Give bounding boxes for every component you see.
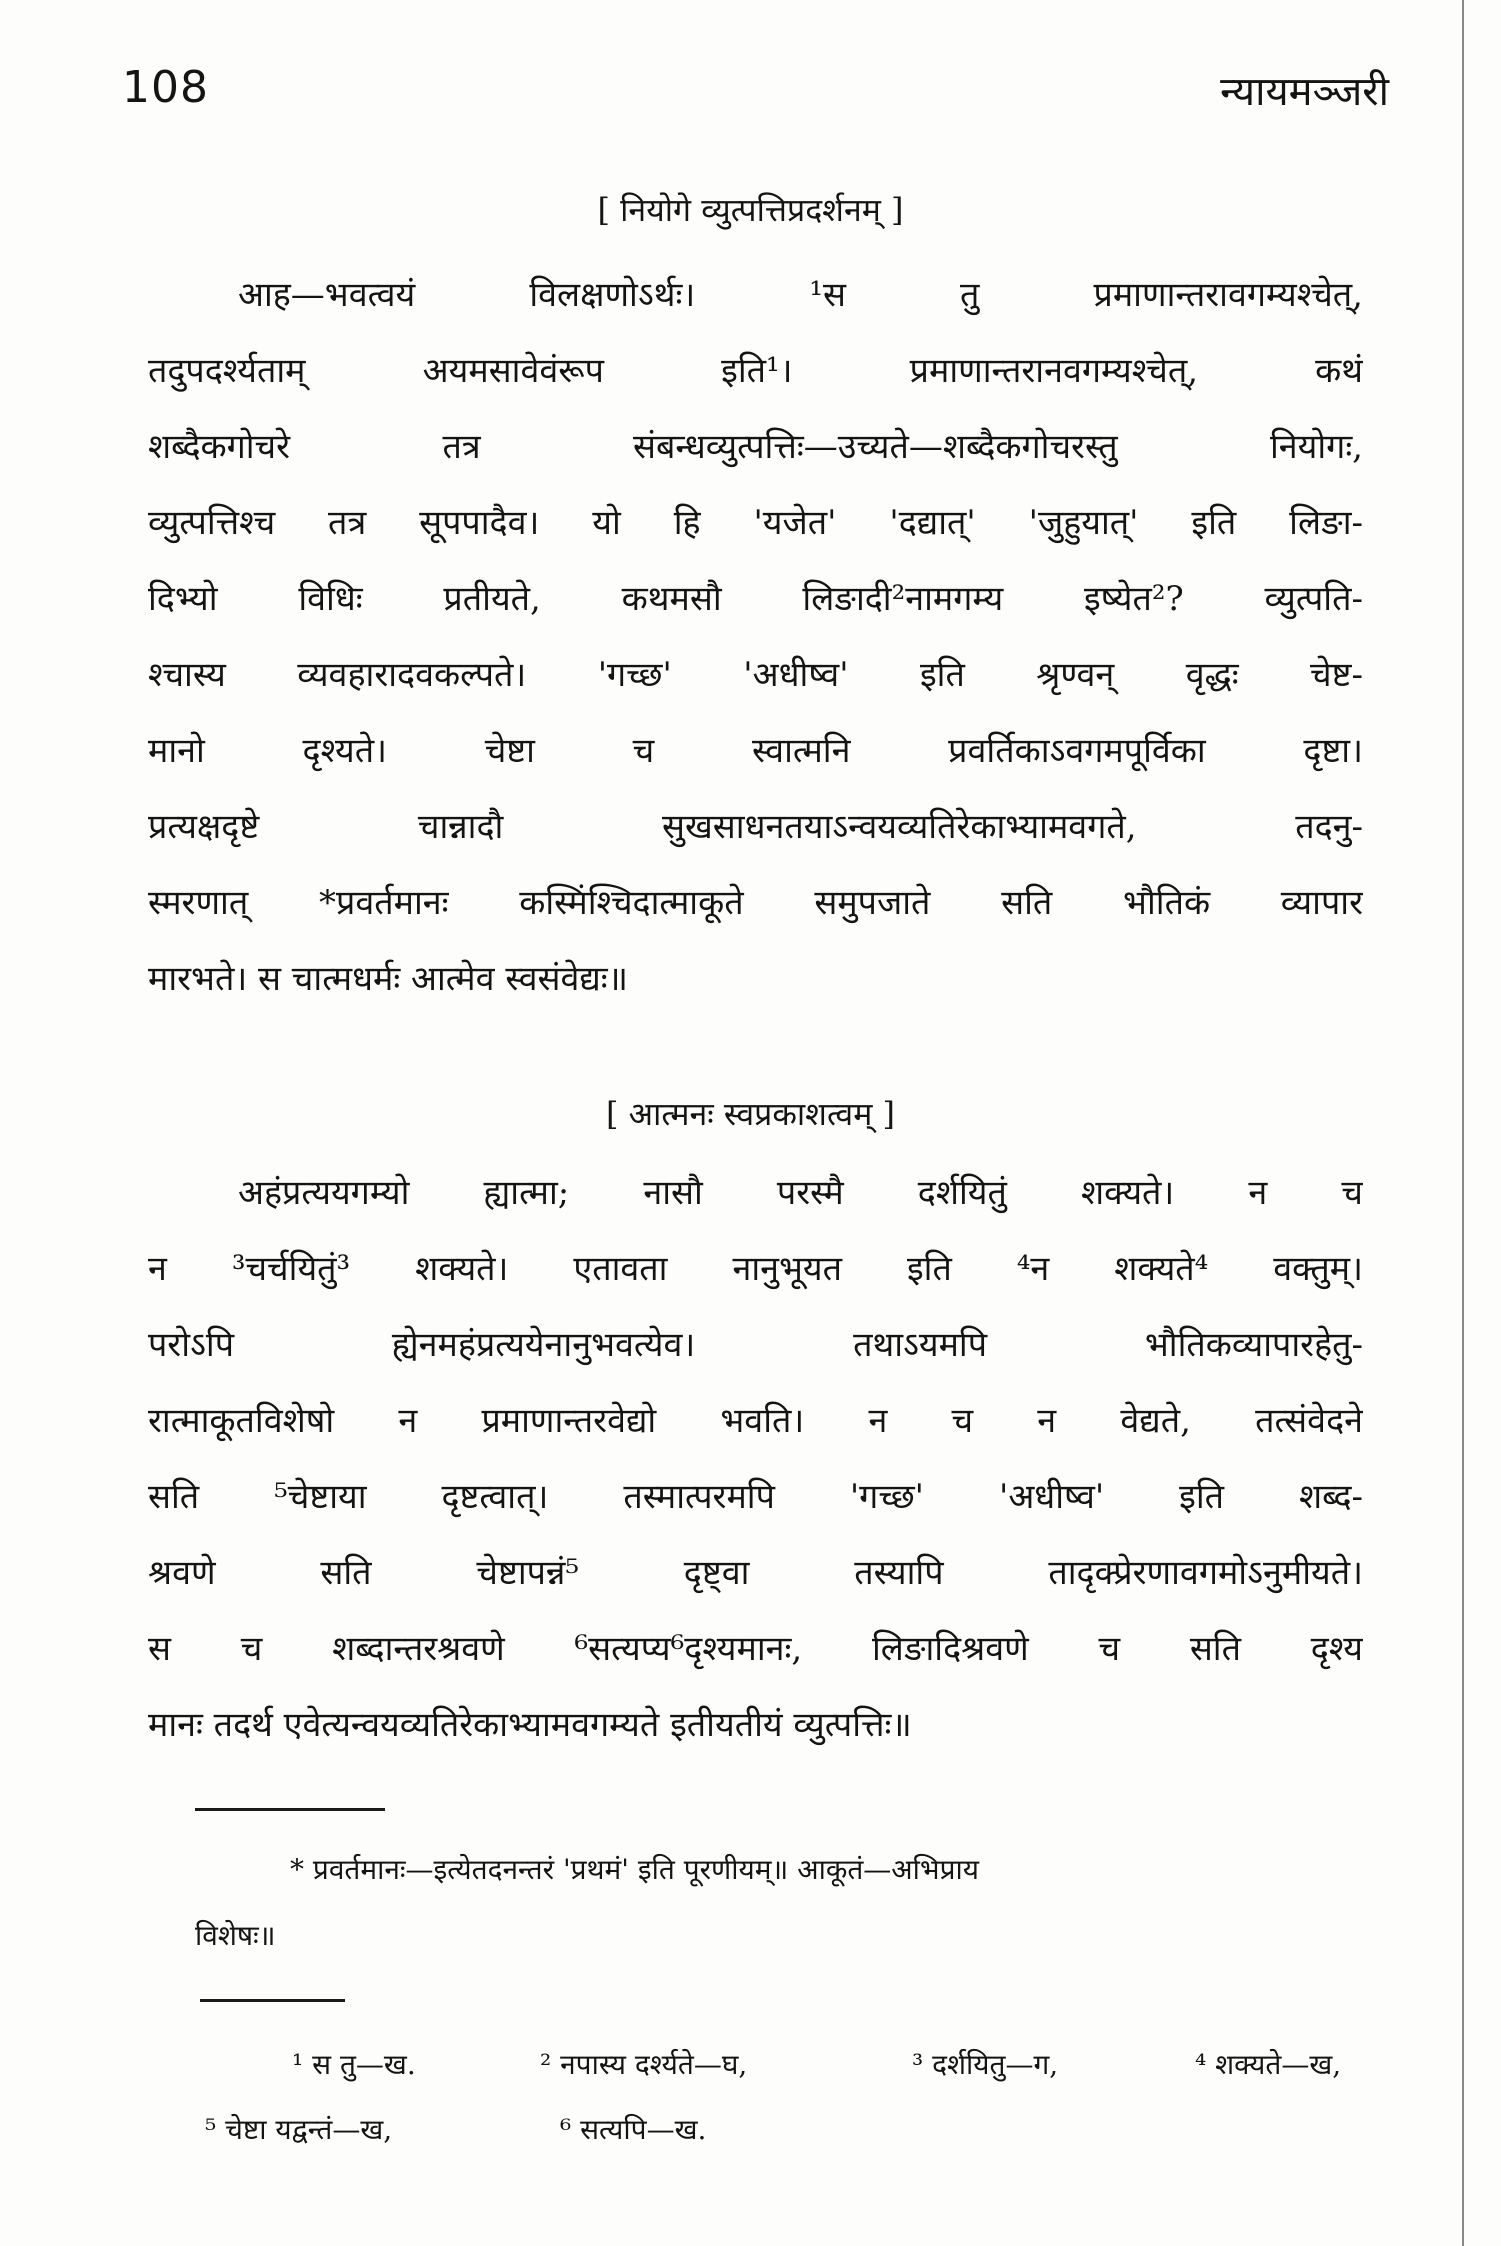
- text-line: दिभ्यो विधिः प्रतीयते, कथमसौ लिङादी²नामगम्य इष्येत²? व्युत्पति-: [148, 579, 1363, 619]
- text-line: शब्दैकगोचरे तत्र संबन्धव्युत्पत्तिः—उच्यते—शब्दैकगोचरस्तु नियोगः,: [148, 427, 1363, 467]
- text-line: तदुपदर्श्यताम् अयमसावेवंरूप इति¹। प्रमाणान्तरानवगम्यश्चेत्, कथं: [148, 351, 1363, 391]
- running-title: न्यायमञ्जरी: [1220, 69, 1389, 115]
- text-line: परोऽपि ह्येनमहंप्रत्ययेनानुभवत्येव। तथाऽयमपि भौतिकव्यापारहेतु-: [148, 1325, 1363, 1365]
- text-line: मारभते। स चात्मधर्मः आत्मेव स्वसंवेद्यः॥: [148, 959, 629, 999]
- text-line: आह—भवत्वयं विलक्षणोऽर्थः। ¹स तु प्रमाणान्तरावगम्यश्चेत्,: [238, 275, 1363, 315]
- page-number: 108: [122, 62, 209, 113]
- variant-reading: ⁴ शक्यते—ख,: [1195, 2048, 1342, 2081]
- text-line: सति ⁵चेष्टाया दृष्टत्वात्। तस्मात्परमपि 'गच्छ' 'अधीष्व' इति शब्द-: [148, 1477, 1363, 1517]
- footnote-star-line-1: * प्रवर्तमानः—इत्येतदनन्तरं 'प्रथमं' इति पूरणीयम्॥ आकूतं—अभिप्राय: [290, 1853, 980, 1886]
- section-heading-1: [ नियोगे व्युत्पत्तिप्रदर्शनम् ]: [597, 191, 904, 229]
- section-heading-2: [ आत्मनः स्वप्रकाशत्वम् ]: [605, 1095, 896, 1133]
- text-line: श्चास्य व्यवहारादवकल्पते। 'गच्छ' 'अधीष्व' इति श्रृण्वन् वृद्धः चेष्ट-: [148, 655, 1363, 695]
- variant-reading: ³ दर्शयितु—ग,: [912, 2048, 1059, 2081]
- text-line: रात्माकूतविशेषो न प्रमाणान्तरवेद्यो भवति। न च न वेद्यते, तत्संवेदने: [148, 1401, 1363, 1441]
- variant-reading: ¹ स तु—ख.: [292, 2048, 416, 2081]
- footnote-rule: [195, 1808, 385, 1811]
- text-line: श्रवणे सति चेष्टापन्नं⁵ दृष्ट्वा तस्यापि तादृक्प्रेरणावगमोऽनुमीयते।: [148, 1553, 1363, 1593]
- paragraph-1: [148, 270, 1363, 1030]
- text-line: स च शब्दान्तरश्रवणे ⁶सत्यप्य⁶दृश्यमानः, लिङादिश्रवणे च सति दृश्य: [148, 1629, 1363, 1669]
- text-line: व्युत्पत्तिश्च तत्र सूपपादैव। यो हि 'यजेत' 'दद्यात्' 'जुहुयात्' इति लिङा-: [148, 503, 1363, 543]
- variants-rule: [200, 1999, 345, 2002]
- paragraph-2: [148, 1168, 1363, 1788]
- variant-reading: ⁶ सत्यपि—ख.: [560, 2113, 707, 2146]
- variant-reading: ⁵ चेष्टा यद्वन्तं—ख,: [205, 2113, 393, 2146]
- text-line: मानो दृश्यते। चेष्टा च स्वात्मनि प्रवर्तिकाऽवगमपूर्विका दृष्टा।: [148, 731, 1363, 771]
- text-line: मानः तदर्थ एवेत्यन्वयव्यतिरेकाभ्यामवगम्यते इतीयतीयं व्युत्पत्तिः॥: [148, 1705, 912, 1745]
- text-line: अहंप्रत्ययगम्यो ह्यात्मा; नासौ परस्मै दर्शयितुं शक्यते। न च: [238, 1173, 1363, 1213]
- text-line: स्मरणात् *प्रवर्तमानः कस्मिंश्चिदात्माकूते समुपजाते सति भौतिकं व्यापार: [148, 883, 1363, 923]
- text-line: प्रत्यक्षदृष्टे चान्नादौ सुखसाधनतयाऽन्वयव्यतिरेकाभ्यामवगते, तदनु-: [148, 807, 1363, 847]
- text-line: न ³चर्चयितुं³ शक्यते। एतावता नानुभूयत इति ⁴न शक्यते⁴ वक्तुम्।: [148, 1249, 1363, 1289]
- footnote-star-line-2: विशेषः॥: [195, 1919, 276, 1952]
- variant-reading: ² नपास्य दर्श्यते—घ,: [540, 2048, 748, 2081]
